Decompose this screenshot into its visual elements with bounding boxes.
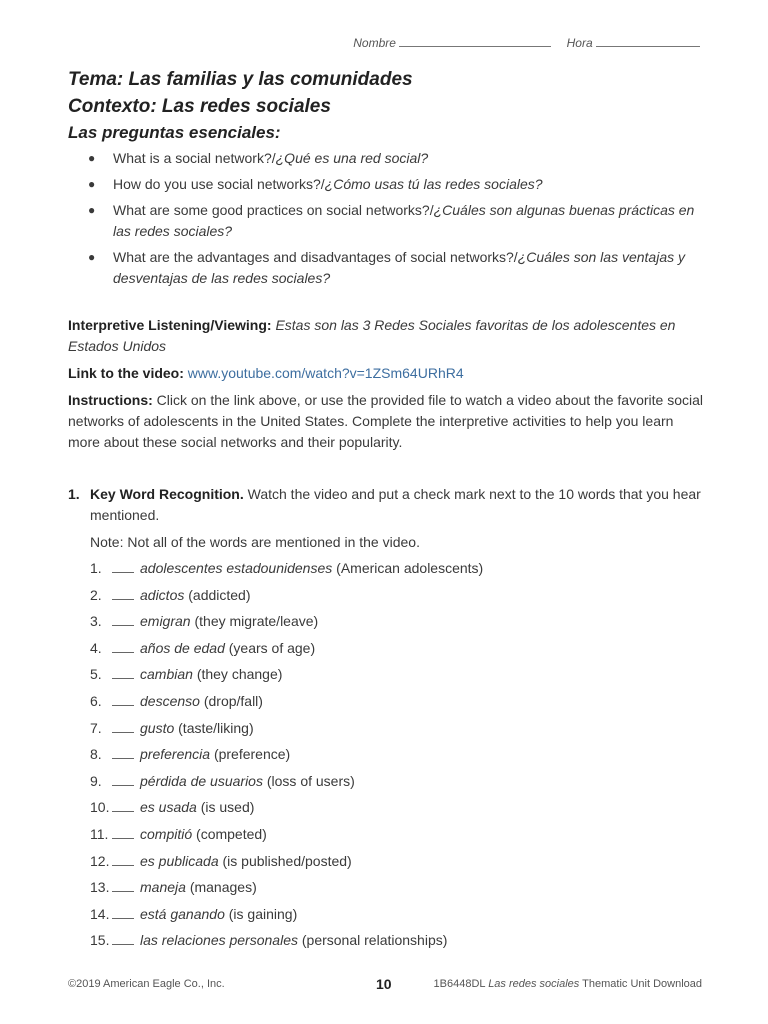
preguntas-heading: Las preguntas esenciales: <box>68 123 281 142</box>
list-item <box>90 691 483 718</box>
item-number: 14. <box>90 905 110 922</box>
hour-field[interactable] <box>596 36 700 47</box>
item-number: 4. <box>90 639 102 656</box>
page-number: 10 <box>376 976 392 992</box>
question-en: How do you use social networks?/ <box>113 176 325 192</box>
checkmark-blank[interactable] <box>112 666 134 679</box>
word-en: (is used) <box>200 799 255 816</box>
word-es: pérdida de usuarios <box>140 772 263 789</box>
word-en: (is published/posted) <box>222 852 352 869</box>
tema-title: Tema: Las familias y las comunidades <box>68 69 413 90</box>
word-en: (personal relationships) <box>301 932 448 949</box>
item-number: 12. <box>90 852 110 869</box>
word-en: (loss of users) <box>266 772 355 789</box>
checkmark-blank[interactable] <box>112 587 134 600</box>
instructions-label: Instructions: <box>68 392 153 408</box>
word-en: (manages) <box>189 879 257 896</box>
checkmark-blank[interactable] <box>112 906 134 919</box>
question-en: What are some good practices on social networks?/ <box>113 202 434 218</box>
interpretive-paragraph <box>68 315 708 357</box>
item-number: 3. <box>90 613 102 630</box>
video-link[interactable]: www.youtube.com/watch?v=1ZSm64URhR4 <box>187 365 464 381</box>
list-item <box>90 611 483 638</box>
bullet-icon: ● <box>88 151 96 165</box>
question-item <box>68 174 708 195</box>
question-item <box>68 148 708 169</box>
question-item <box>68 200 708 242</box>
checkmark-blank[interactable] <box>112 560 134 573</box>
list-item <box>90 797 483 824</box>
unit-title: Las redes sociales <box>488 978 580 990</box>
item-number: 6. <box>90 692 102 709</box>
list-item <box>90 664 483 691</box>
bullet-icon: ● <box>88 177 96 191</box>
list-item <box>90 930 483 957</box>
unit-suffix: Thematic Unit Download <box>582 978 702 990</box>
word-es: descenso <box>140 692 200 709</box>
name-label: Nombre <box>353 36 396 50</box>
instructions-paragraph <box>68 390 708 453</box>
word-en: (addicted) <box>188 586 251 603</box>
activity-note: Note: Not all of the words are mentioned in the video. <box>90 534 420 550</box>
list-item <box>90 718 483 745</box>
instructions-text: Click on the link above, or use the provided file to watch a video about the favorite social networks of adolescents in the United States. Complete the interpretive activities to help you learn more about these social networks and their popularity. <box>68 392 703 450</box>
item-number: 11. <box>90 825 109 842</box>
item-number: 9. <box>90 772 102 789</box>
question-item <box>68 247 708 289</box>
word-en: (preference) <box>213 746 291 763</box>
list-item <box>90 904 483 931</box>
item-number: 8. <box>90 746 102 763</box>
title-block <box>68 66 413 146</box>
word-en: (taste/liking) <box>178 719 254 736</box>
name-hour-line <box>353 36 700 50</box>
word-en: (is gaining) <box>228 905 298 922</box>
word-en: (they change) <box>196 666 283 683</box>
word-list <box>90 558 483 957</box>
item-number: 10. <box>90 799 110 816</box>
activity-instructions: Watch the video and put a check mark next to the 10 words that you hear mentioned. <box>90 486 701 523</box>
list-item <box>90 585 483 612</box>
checkmark-blank[interactable] <box>112 799 134 812</box>
checkmark-blank[interactable] <box>112 932 134 945</box>
word-en: (competed) <box>196 825 267 842</box>
word-es: es usada <box>140 799 197 816</box>
list-item <box>90 744 483 771</box>
checkmark-blank[interactable] <box>112 853 134 866</box>
question-es: ¿Cuáles son las ventajas y desventajas de las redes sociales? <box>113 249 686 286</box>
activity-title: Key Word Recognition. <box>90 486 244 502</box>
word-es: compitió <box>140 825 193 842</box>
checkmark-blank[interactable] <box>112 746 134 759</box>
word-es: está ganando <box>140 905 225 922</box>
checkmark-blank[interactable] <box>112 613 134 626</box>
list-item <box>90 771 483 798</box>
item-number: 7. <box>90 719 102 736</box>
word-es: emigran <box>140 613 191 630</box>
checkmark-blank[interactable] <box>112 720 134 733</box>
question-es: ¿Cómo usas tú las redes sociales? <box>324 176 543 192</box>
word-es: adictos <box>140 586 185 603</box>
unit-code: 1B6448DL <box>433 978 486 990</box>
bullet-icon: ● <box>88 203 96 217</box>
video-link-paragraph <box>68 363 708 384</box>
list-item <box>90 638 483 665</box>
list-item <box>90 558 483 585</box>
word-en: (American adolescents) <box>336 560 484 576</box>
copyright: ©2019 American Eagle Co., Inc. <box>68 978 225 990</box>
word-es: maneja <box>140 879 186 896</box>
item-number: 1. <box>90 560 102 576</box>
checkmark-blank[interactable] <box>112 773 134 786</box>
checkmark-blank[interactable] <box>112 879 134 892</box>
activity-1 <box>68 484 708 526</box>
bullet-icon: ● <box>88 250 96 264</box>
video-link-label: Link to the video: <box>68 365 184 381</box>
interpretive-text: Estas son las 3 Redes Sociales favoritas de los adolescentes en Estados Unidos <box>68 317 676 354</box>
item-number: 15. <box>90 932 110 949</box>
word-es: es publicada <box>140 852 219 869</box>
essential-questions-list <box>68 148 708 294</box>
word-en: (drop/fall) <box>203 692 263 709</box>
checkmark-blank[interactable] <box>112 826 134 839</box>
word-es: las relaciones personales <box>140 932 298 949</box>
interpretive-label: Interpretive Listening/Viewing: <box>68 317 272 333</box>
list-item <box>90 877 483 904</box>
question-en: What is a social network?/ <box>113 150 276 166</box>
word-es: años de edad <box>140 639 225 656</box>
word-es: adolescentes estadounidenses <box>140 560 333 576</box>
question-es: ¿Qué es una red social? <box>275 150 429 166</box>
word-es: cambian <box>140 666 193 683</box>
word-es: gusto <box>140 719 175 736</box>
word-es: preferencia <box>140 746 211 763</box>
list-item <box>90 824 483 851</box>
word-en: (they migrate/leave) <box>194 613 319 630</box>
name-field[interactable] <box>399 36 551 47</box>
item-number: 5. <box>90 666 102 683</box>
hour-label: Hora <box>566 36 593 50</box>
list-item <box>90 851 483 878</box>
question-en: What are the advantages and disadvantages of social networks?/ <box>113 249 518 265</box>
activity-number: 1. <box>68 486 80 502</box>
unit-info <box>434 978 702 990</box>
question-es: ¿Cuáles son algunas buenas prácticas en las redes sociales? <box>113 202 695 239</box>
item-number: 2. <box>90 586 102 603</box>
checkmark-blank[interactable] <box>112 693 134 706</box>
checkmark-blank[interactable] <box>112 640 134 653</box>
contexto-title: Contexto: Las redes sociales <box>68 96 331 117</box>
item-number: 13. <box>90 879 110 896</box>
word-en: (years of age) <box>228 639 316 656</box>
